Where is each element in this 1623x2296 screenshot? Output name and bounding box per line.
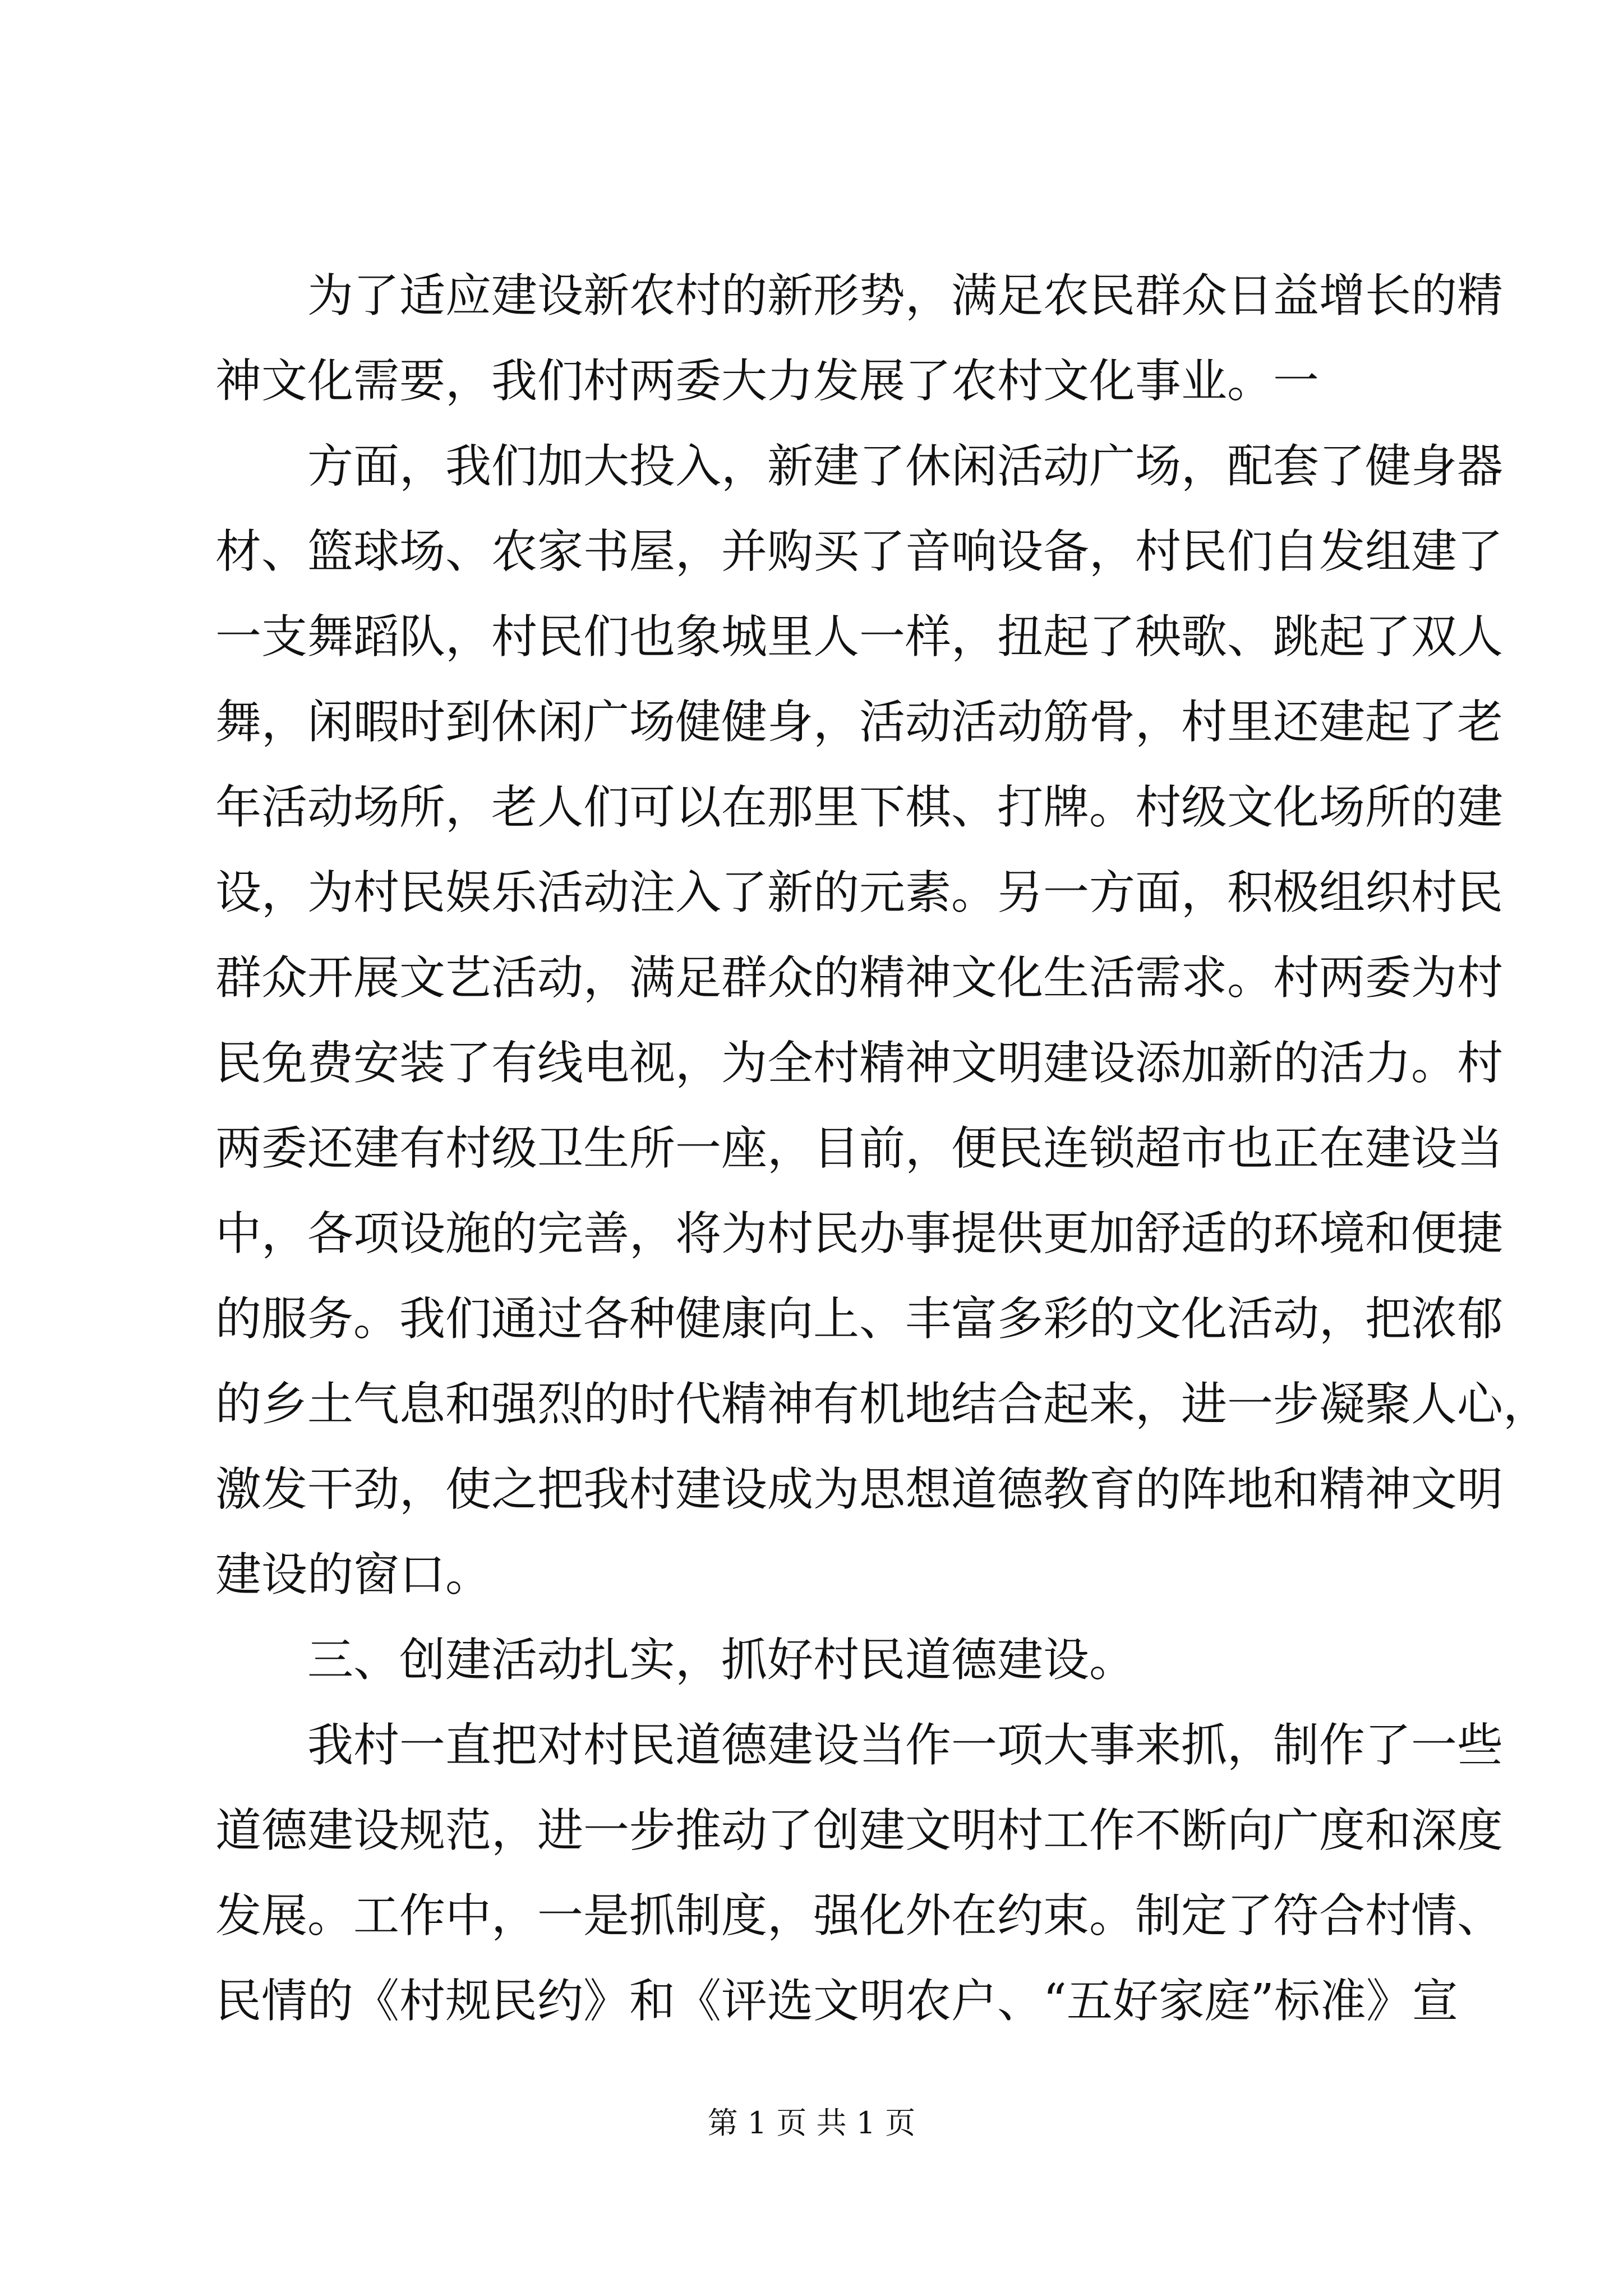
text-line: 中，各项设施的完善，将为村民办事提供更加舒适的环境和便捷 [215, 1207, 1504, 1260]
text-line: 舞，闲暇时到休闲广场健健身，活动活动筋骨，村里还建起了老 [215, 696, 1504, 749]
page-number-label: 第 1 页 共 1 页 [707, 2105, 916, 2141]
text-line: 方面，我们加大投入，新建了休闲活动广场，配套了健身器 [307, 440, 1504, 493]
text-line: 神文化需要，我们村两委大力发展了农村文化事业。一 [215, 355, 1320, 408]
text-line: 的服务。我们通过各种健康向上、丰富多彩的文化活动，把浓郁 [215, 1292, 1504, 1346]
text-line: 民免费安装了有线电视，为全村精神文明建设添加新的活力。村 [215, 1037, 1504, 1090]
text-line: 发展。工作中，一是抓制度，强化外在约束。制定了符合村情、 [215, 1889, 1504, 1943]
text-line: 设，为村民娱乐活动注入了新的元素。另一方面，积极组织村民 [215, 866, 1504, 919]
section-heading: 三、创建活动扎实，抓好村民道德建设。 [307, 1634, 1136, 1687]
text-line: 群众开展文艺活动，满足群众的精神文化生活需求。村两委为村 [215, 951, 1504, 1005]
text-line: 我村一直把对村民道德建设当作一项大事来抓，制作了一些 [307, 1719, 1504, 1772]
text-line: 的乡土气息和强烈的时代精神有机地结合起来，进一步凝聚人心， [215, 1378, 1550, 1431]
text-line: 激发干劲，使之把我村建设成为思想道德教育的阵地和精神文明 [215, 1463, 1504, 1516]
text-line: 为了适应建设新农村的新形势，满足农民群众日益增长的精 [307, 269, 1504, 323]
text-line: 道德建设规范，进一步推动了创建文明村工作不断向广度和深度 [215, 1804, 1504, 1857]
document-body [215, 254, 1550, 2044]
text-line: 年活动场所，老人们可以在那里下棋、打牌。村级文化场所的建 [215, 781, 1504, 834]
text-line: 材、篮球场、农家书屋，并购买了音响设备，村民们自发组建了 [215, 525, 1504, 578]
text-line: 一支舞蹈队，村民们也象城里人一样，扭起了秧歌、跳起了双人 [215, 610, 1504, 664]
text-line: 民情的《村规民约》和《评选文明农户、“五好家庭”标准》宣 [215, 1975, 1458, 2028]
page-footer [0, 2104, 1623, 2143]
text-line: 建设的窗口。 [215, 1548, 492, 1602]
text-line: 两委还建有村级卫生所一座，目前，便民连锁超市也正在建设当 [215, 1122, 1504, 1175]
